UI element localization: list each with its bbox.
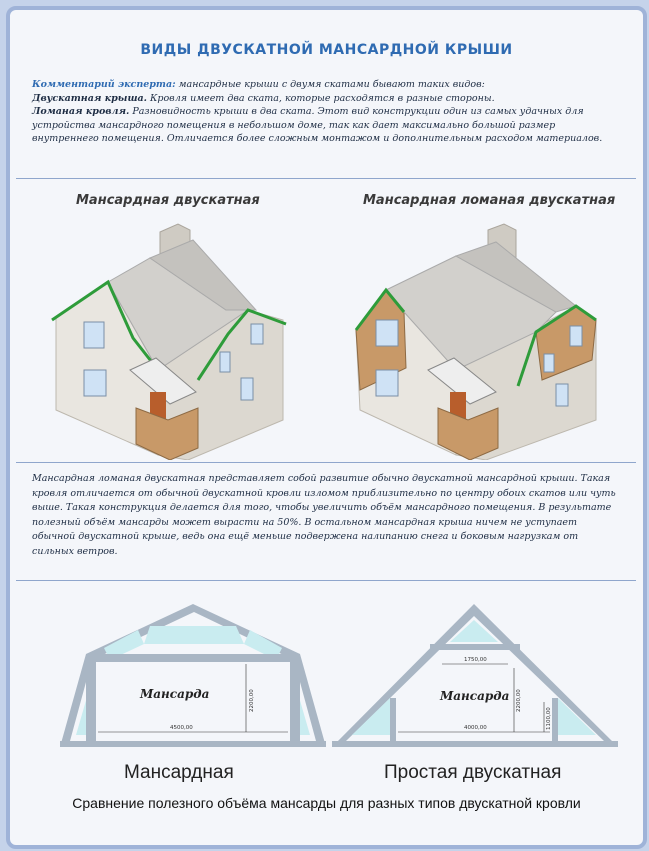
glass-top-center [144,626,244,644]
post-right [552,698,558,742]
width-dimension: 4500,00 [170,725,193,731]
page-title: ВИДЫ ДВУСКАТНОЙ МАНСАРДНОЙ КРЫШИ [140,42,513,58]
broken-roof-description: Мансардная ломаная двускатная представляет собой развитие обычно двускатной мансардной крыши. Такая кровля отличается от обычной двускатной кровли изломом приблизительно по центру обоих скатов или чуть выше. Такая конструкция делается для того, чтобы увеличить объём мансардного помещения. В результате полезный объём мансарды может вырасти на 50%. В остальном мансардная крыша ничем не уступает обычной двускатной крыше, ведь она ещё меньше подвержена налипанию снега и боковым нагрузкам от сильных ветров. [32,473,616,557]
width-dimension: 4000,00 [464,725,487,731]
floor-beam [60,741,326,747]
house-left-caption: Мансардная двускатная [76,193,260,208]
window-right-1 [544,354,554,372]
comparison-caption: Сравнение полезного объёма мансарды для разных типов двускатной кровли [72,795,581,811]
window-right-2 [556,384,568,406]
house-gable-illustration [38,220,298,460]
page-frame [6,6,647,849]
height-dimension: 2200,00 [249,689,255,712]
divider [16,178,636,179]
side-dimension: 1100,00 [546,707,552,730]
post-left [86,654,96,742]
window-ground-left [376,370,398,396]
floor-beam [332,741,618,747]
window-ground-left [84,370,106,396]
house-broken-illustration [346,220,606,460]
intro-line-2 [32,92,622,106]
divider [16,580,636,581]
mansard-section-diagram [58,602,328,762]
top-dimension: 1750,00 [464,657,487,663]
expert-comment-label: Комментарий эксперта: [32,79,176,90]
window-gable-right [251,324,263,344]
broken-roof-text: Разновидность крыши в два ската. Этот вид конструкции один из самых удачных для устройства мансардного помещения в небольшом доме, так как дает максимально большой размер внутреннего помещения. Отличается более сложным монтажом и дополнительным расходом материалов. [32,106,603,144]
gable-section-diagram [330,602,620,762]
room-label: Мансарда [440,689,510,703]
intro-line-3 [32,105,622,146]
post-left [390,698,396,742]
intro-line-1 [32,78,622,92]
broken-roof-label: Ломаная кровля. [32,106,130,117]
window-attic-left [376,320,398,346]
window-attic-left [84,322,104,348]
window-right-2 [241,378,253,400]
gable-roof-text: Кровля имеет два ската, которые расходятся в разные стороны. [150,92,495,104]
collar-beam [430,644,520,650]
window-right-1 [220,352,230,372]
room-label: Мансарда [140,687,210,701]
height-dimension: 2200,00 [516,689,522,712]
mansard-caption: Мансардная [124,762,234,783]
gable-caption: Простая двускатная [384,762,562,783]
ceiling-beam [86,654,300,662]
divider [16,462,636,463]
post-right [290,654,300,742]
window-gable-right [570,326,582,346]
intro-text [32,78,622,146]
gable-roof-label: Двускатная крыша. [32,92,147,104]
expert-comment-text: мансардные крыши с двумя скатами бывают таких видов: [178,79,485,90]
house-right-caption: Мансардная ломаная двускатная [363,193,616,208]
